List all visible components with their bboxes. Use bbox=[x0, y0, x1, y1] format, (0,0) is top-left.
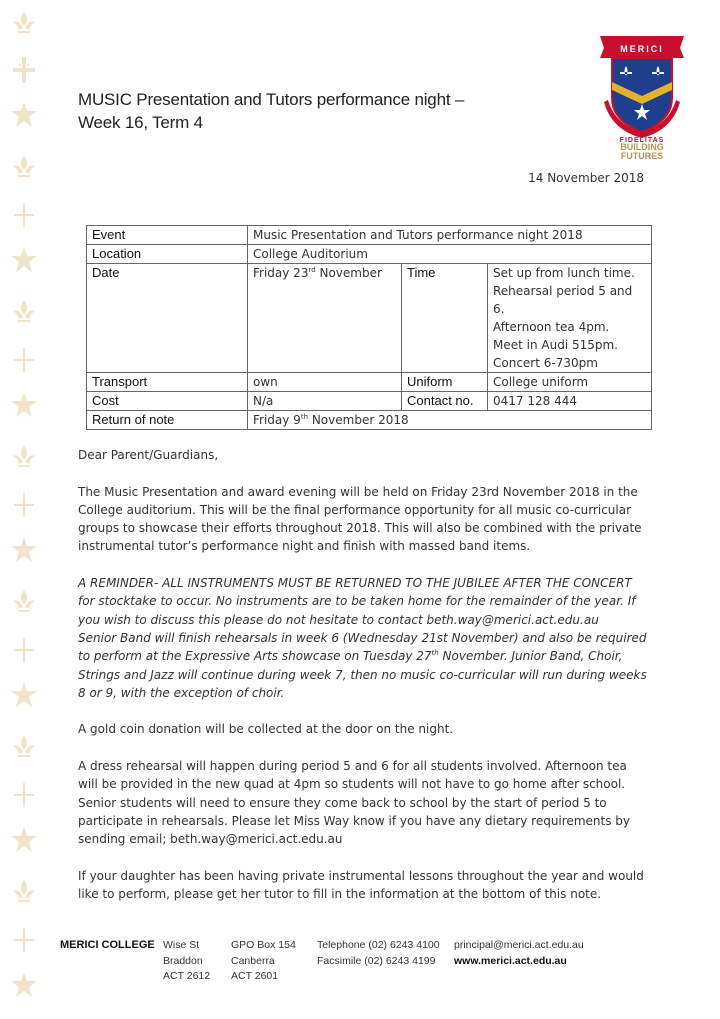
page-title-line1: MUSIC Presentation and Tutors performance night – bbox=[78, 90, 465, 109]
cost-label: Cost bbox=[87, 392, 248, 411]
footer-street-line: Braddon bbox=[163, 954, 203, 967]
cross-icon bbox=[9, 200, 39, 230]
footer-website-link[interactable]: www.merici.act.edu.au bbox=[454, 954, 567, 967]
paragraph-reminder: A REMINDER- ALL INSTRUMENTS MUST BE RETURNED TO THE JUBILEE AFTER THE CONCERT for stocktake to occur. No instruments are to be taken home for the remainder of the year. If you wish to discuss this please do not hesitate to contact beth.way@merici.act.edu.au bbox=[78, 576, 636, 627]
fleur-de-lis-icon bbox=[9, 8, 39, 38]
document-date: 14 November 2018 bbox=[528, 171, 644, 185]
cross-icon bbox=[9, 490, 39, 520]
date-value-text: Friday 23 bbox=[253, 266, 309, 280]
footer-phone-block bbox=[317, 938, 440, 969]
cross-icon bbox=[9, 345, 39, 375]
location-value: College Auditorium bbox=[248, 245, 652, 264]
fleur-de-lis-icon bbox=[9, 297, 39, 327]
fleur-de-lis-icon bbox=[9, 877, 39, 907]
return-value-month: November 2018 bbox=[308, 413, 409, 427]
senior-band-text-end: November. Junior Band, Choir, Strings and Jazz will continue during week 7, then no music co-curricular will run during weeks 8 or 9, with the exception of choir. bbox=[78, 649, 647, 700]
table-row-cost bbox=[87, 392, 652, 411]
fleur-de-lis-icon bbox=[9, 732, 39, 762]
footer-street-line: ACT 2612 bbox=[163, 970, 211, 982]
star-icon bbox=[9, 100, 39, 130]
footer-email-link[interactable]: principal@merici.act.edu.au bbox=[454, 939, 584, 951]
return-value bbox=[248, 411, 652, 430]
page-footer bbox=[60, 938, 680, 988]
crest-shield bbox=[612, 58, 672, 132]
table-row-location bbox=[87, 245, 652, 264]
date-label: Date bbox=[87, 264, 248, 373]
return-label: Return of note bbox=[87, 411, 248, 430]
time-value bbox=[488, 264, 652, 373]
footer-college-name: MERICI COLLEGE bbox=[60, 939, 155, 951]
contact-value: 0417 128 444 bbox=[488, 392, 652, 411]
paragraph-senior-band bbox=[78, 629, 650, 702]
footer-contact-block bbox=[454, 938, 584, 969]
date-value bbox=[248, 264, 402, 373]
date-value-month: November bbox=[315, 266, 382, 280]
salutation: Dear Parent/Guardians, bbox=[78, 448, 219, 462]
paragraph-gold-coin: A gold coin donation will be collected at the door on the night. bbox=[78, 722, 454, 737]
contact-label: Contact no. bbox=[402, 392, 488, 411]
footer-street-address bbox=[163, 938, 210, 985]
event-info-table bbox=[86, 225, 652, 430]
cost-value: N/a bbox=[248, 392, 402, 411]
transport-value: own bbox=[248, 373, 402, 392]
star-icon bbox=[9, 970, 39, 1000]
paragraph-presentation: The Music Presentation and award evening will be held on Friday 23rd November 2018 in the College auditorium. This will be the final performance opportunity for all music co-curricular groups to showcase their efforts throughout 2018. This will also be combined with the private instrumental tutor’s performance night and finish with massed band items. bbox=[78, 484, 642, 554]
paragraph-private-lessons: If your daughter has been having private instrumental lessons throughout the year and would like to perform, please get her tutor to fill in the information at the bottom of this note. bbox=[78, 868, 644, 902]
footer-street-line: Wise St bbox=[163, 939, 200, 951]
footer-postal-address bbox=[231, 938, 296, 985]
star-icon bbox=[9, 245, 39, 275]
letter-body bbox=[78, 446, 650, 922]
cross-icon bbox=[9, 635, 39, 665]
cross-icon bbox=[9, 925, 39, 955]
margin-ornament-strip bbox=[0, 0, 50, 1019]
transport-label: Transport bbox=[87, 373, 248, 392]
table-row-event bbox=[87, 226, 652, 245]
location-label: Location bbox=[87, 245, 248, 264]
senior-band-text: Senior Band will finish rehearsals in week 6 (Wednesday 21st November) and also be required to perform at the Expressive Arts showcase on Tuesday 27 bbox=[78, 630, 647, 664]
footer-postal-line: ACT 2601 bbox=[231, 970, 279, 982]
college-crest-logo bbox=[596, 28, 688, 160]
crest-tagline-line1: BUILDING bbox=[620, 142, 664, 152]
page-title-line2: Week 16, Term 4 bbox=[78, 113, 203, 132]
fleur-de-lis-icon bbox=[9, 442, 39, 472]
time-line: Rehearsal period 5 and 6. bbox=[493, 284, 633, 316]
footer-telephone: Telephone (02) 6243 4100 bbox=[317, 939, 440, 951]
paragraph-dress-rehearsal: A dress rehearsal will happen during period 5 and 6 for all students involved. Afternoon tea will be provided in the new quad at 4pm so students will not have to go home after school. Senior students will need to ensure they come back to school by the start of period 5 to participate in rehearsals. Please let Miss Way know if you have any dietary requirements by sending email; beth.way@merici.act.edu.au bbox=[78, 759, 630, 847]
table-row-date bbox=[87, 264, 652, 373]
time-line: Meet in Audi 515pm. bbox=[493, 338, 618, 352]
star-icon bbox=[9, 535, 39, 565]
time-line: Set up from lunch time. bbox=[493, 266, 635, 280]
cross-icon bbox=[9, 55, 39, 85]
crest-banner-text: MERICI bbox=[620, 44, 664, 54]
time-line: Concert 6-730pm bbox=[493, 356, 598, 370]
fleur-de-lis-icon bbox=[9, 587, 39, 617]
uniform-label: Uniform bbox=[402, 373, 488, 392]
table-row-return bbox=[87, 411, 652, 430]
footer-postal-line: GPO Box 154 bbox=[231, 939, 296, 951]
date-value-suffix: rd bbox=[308, 266, 316, 274]
star-icon bbox=[9, 680, 39, 710]
event-value: Music Presentation and Tutors performance night 2018 bbox=[248, 226, 652, 245]
star-icon bbox=[9, 825, 39, 855]
senior-band-suffix: th bbox=[431, 649, 439, 658]
time-label: Time bbox=[402, 264, 488, 373]
fleur-de-lis-icon bbox=[9, 152, 39, 182]
return-value-text: Friday 9 bbox=[253, 413, 301, 427]
crest-tagline-line2: FUTURES bbox=[620, 151, 664, 160]
star-icon bbox=[9, 390, 39, 420]
uniform-value: College uniform bbox=[488, 373, 652, 392]
event-label: Event bbox=[87, 226, 248, 245]
footer-facsimile: Facsimile (02) 6243 4199 bbox=[317, 954, 436, 967]
page-title bbox=[78, 88, 548, 134]
time-line: Afternoon tea 4pm. bbox=[493, 320, 610, 334]
footer-postal-line: Canberra bbox=[231, 954, 275, 967]
table-row-transport bbox=[87, 373, 652, 392]
return-value-suffix: th bbox=[300, 413, 309, 421]
crest-motto-text: FIDELITAS bbox=[619, 137, 665, 144]
cross-icon bbox=[9, 780, 39, 810]
